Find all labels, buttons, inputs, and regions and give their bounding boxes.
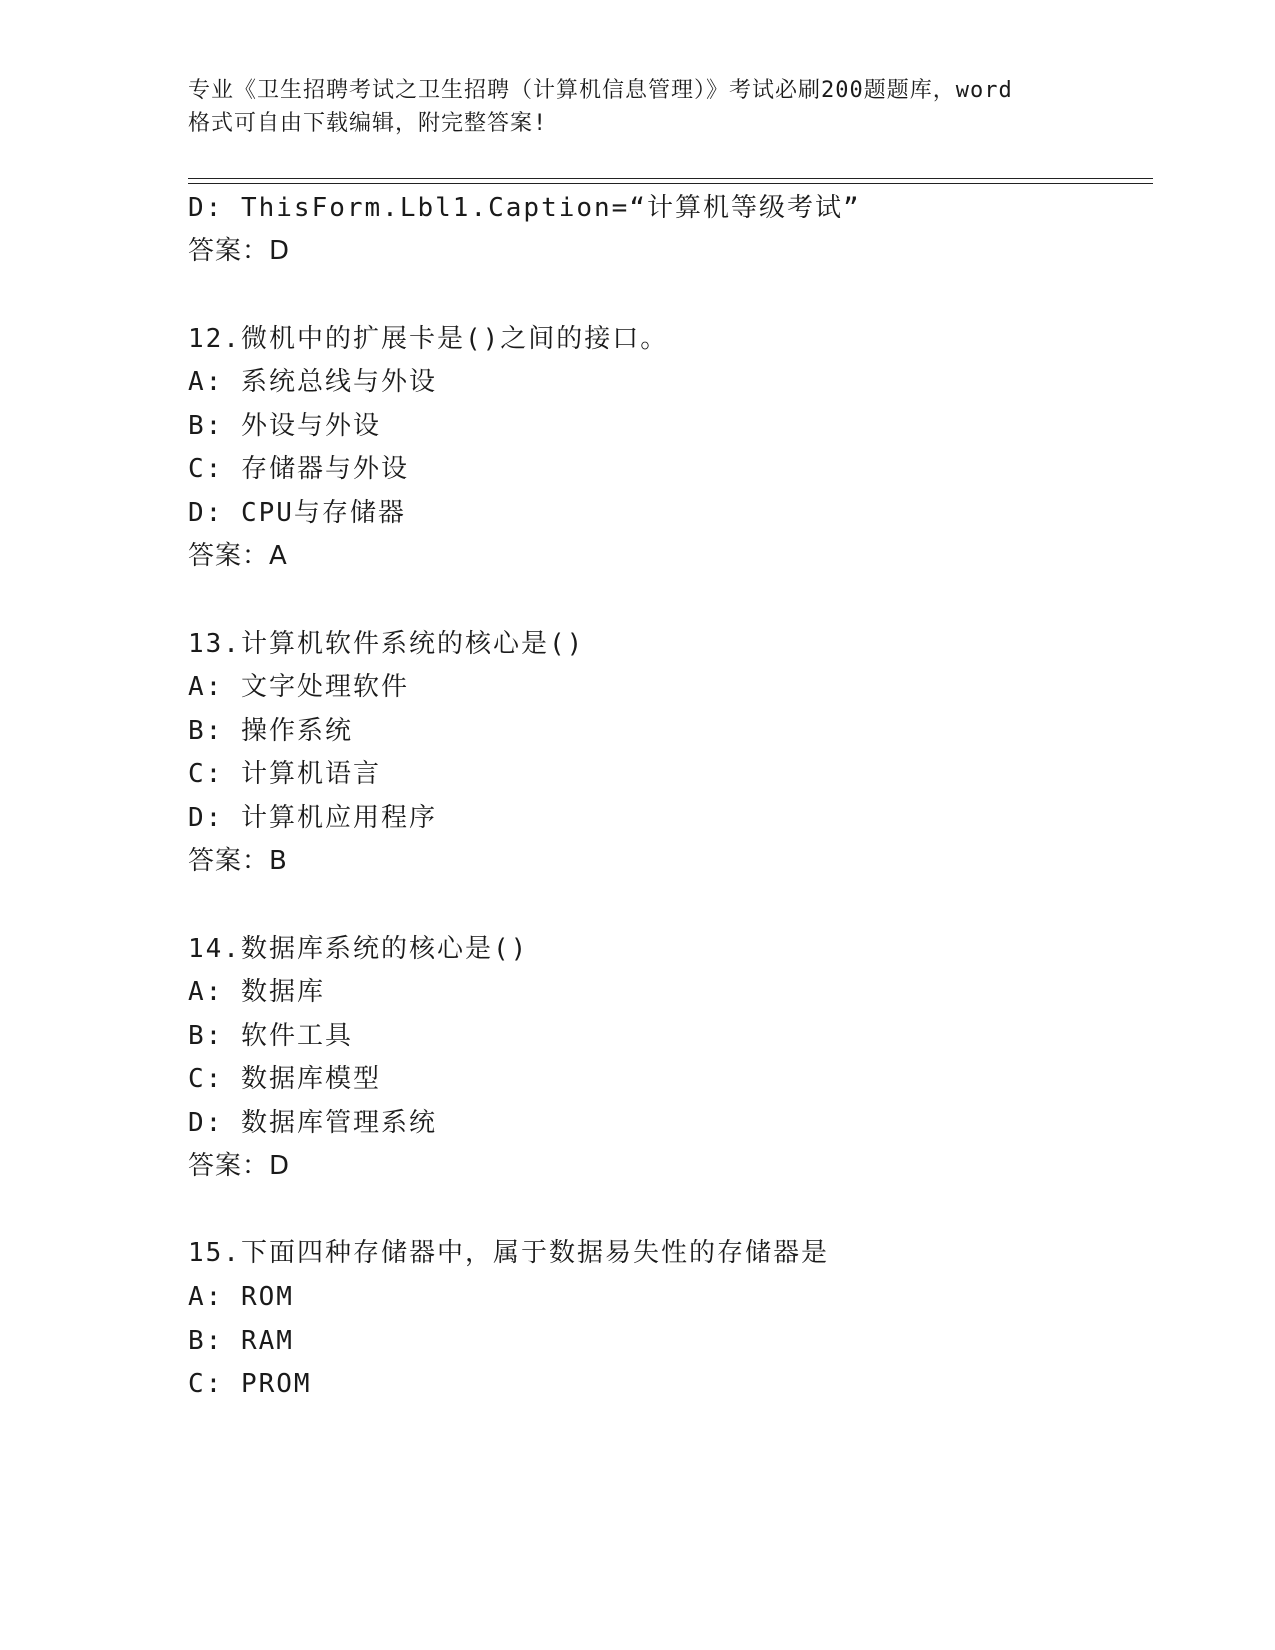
question-13-stem: 13.计算机软件系统的核心是()	[188, 629, 585, 659]
question-12-option-c: C: 存储器与外设	[188, 454, 409, 484]
question-14-option-a: A: 数据库	[188, 977, 325, 1007]
question-14-stem: 14.数据库系统的核心是()	[188, 934, 529, 964]
question-12-option-b: B: 外设与外设	[188, 411, 381, 441]
question-15-stem: 15.下面四种存储器中，属于数据易失性的存储器是	[188, 1238, 829, 1268]
question-12-option-a: A: 系统总线与外设	[188, 367, 437, 397]
header-line-2: 格式可自由下载编辑，附完整答案!	[188, 111, 548, 136]
question-13-option-a: A: 文字处理软件	[188, 672, 409, 702]
header-line-1: 专业《卫生招聘考试之卫生招聘（计算机信息管理）》考试必刷200题题库，word	[188, 78, 1013, 103]
question-13-option-c: C: 计算机语言	[188, 759, 381, 789]
document-header	[188, 74, 1088, 140]
question-15-option-c: C: PROM	[188, 1369, 312, 1399]
question-14-answer: 答案：D	[188, 1151, 291, 1181]
carryover-option-d: D: ThisForm.Lbl1.Caption=“计算机等级考试”	[188, 193, 861, 223]
question-13-option-b: B: 操作系统	[188, 716, 353, 746]
question-12-stem: 12.微机中的扩展卡是()之间的接口。	[188, 324, 669, 354]
question-13-option-d: D: 计算机应用程序	[188, 803, 437, 833]
question-14-option-b: B: 软件工具	[188, 1021, 353, 1051]
question-14-option-d: D: 数据库管理系统	[188, 1108, 437, 1138]
question-13-answer: 答案：B	[188, 846, 288, 876]
carryover-answer: 答案：D	[188, 236, 291, 266]
question-14-option-c: C: 数据库模型	[188, 1064, 381, 1094]
question-15-option-b: B: RAM	[188, 1326, 294, 1356]
header-divider-bottom	[188, 183, 1153, 184]
header-divider-top	[188, 178, 1153, 179]
question-12-answer: 答案：A	[188, 541, 288, 571]
question-15-option-a: A: ROM	[188, 1282, 294, 1312]
question-12-option-d: D: CPU与存储器	[188, 498, 406, 528]
